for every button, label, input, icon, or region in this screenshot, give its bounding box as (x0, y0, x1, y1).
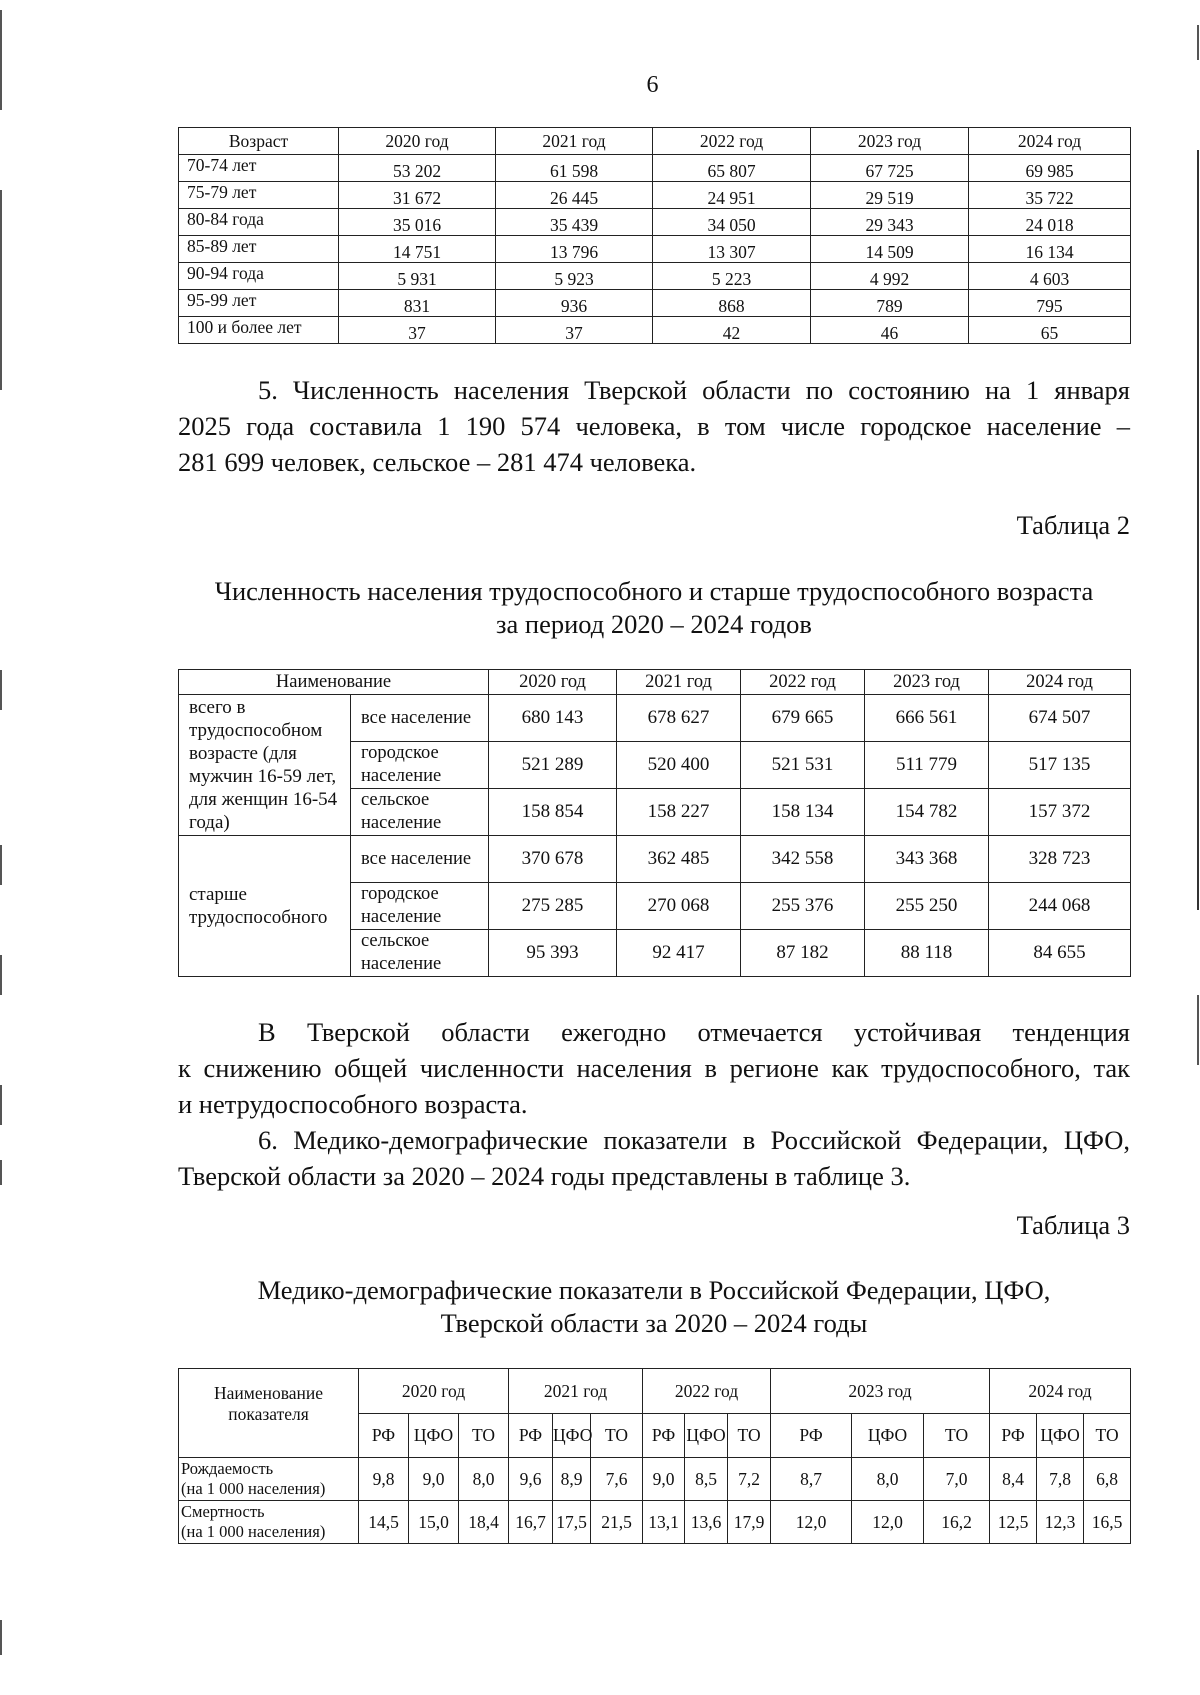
cell-value: 5 923 (496, 263, 653, 290)
cell-value: 37 (496, 317, 653, 344)
cell-value: 16 134 (969, 236, 1131, 263)
subgroup-label: сельское население (351, 930, 489, 977)
cell-value: 9,0 (409, 1458, 459, 1501)
cell-value: 15,0 (409, 1501, 459, 1544)
cell-value: 17,9 (728, 1501, 771, 1544)
table2-caption: Таблица 2 (1016, 510, 1130, 540)
cell-value: 7,6 (591, 1458, 643, 1501)
cell-value: 37 (339, 317, 496, 344)
working-age-population-table (178, 669, 1131, 977)
table-row (179, 236, 1131, 263)
cell-value: 13 796 (496, 236, 653, 263)
cell-value: 270 068 (617, 883, 741, 930)
paragraph-trend (178, 1014, 1130, 1122)
cell-value: 520 400 (617, 742, 741, 789)
text-line: и нетрудоспособного возраста. (178, 1089, 528, 1119)
scan-edge-left (0, 955, 2, 995)
table-row (179, 1501, 1131, 1544)
year-header: 2024 год (990, 1369, 1131, 1414)
cell-value: 61 598 (496, 155, 653, 182)
column-header: 2021 год (496, 128, 653, 155)
scan-edge-left (0, 1620, 2, 1655)
region-header: ЦФО (553, 1414, 591, 1458)
region-header: ТО (1084, 1414, 1131, 1458)
indicator-name: Рождаемость (181, 1459, 274, 1478)
cell-value: 16,5 (1084, 1501, 1131, 1544)
cell-value: 87 182 (741, 930, 865, 977)
cell-value: 35 722 (969, 182, 1131, 209)
cell-value: 14,5 (359, 1501, 409, 1544)
cell-value: 8,7 (771, 1458, 852, 1501)
region-header: РФ (359, 1414, 409, 1458)
group-label: всего в трудоспособном возрасте (для мужчин 16-59 лет, для женщин 16-54 года) (179, 695, 351, 836)
region-header: ТО (591, 1414, 643, 1458)
indicator-name-header: Наименование показателя (179, 1369, 359, 1458)
text-line: В Тверской области ежегодно отмечается устойчивая тенденция (258, 1017, 1130, 1047)
cell-value: 795 (969, 290, 1131, 317)
row-label: 75-79 лет (179, 182, 339, 209)
cell-value: 92 417 (617, 930, 741, 977)
region-header: РФ (990, 1414, 1037, 1458)
text-line: 5. Численность населения Тверской области по состоянию на 1 января (258, 375, 1130, 405)
title-line: за период 2020 – 2024 годов (496, 609, 812, 639)
paragraph-indicators (178, 1122, 1130, 1194)
cell-value: 8,5 (685, 1458, 728, 1501)
cell-value: 511 779 (865, 742, 989, 789)
cell-value: 517 135 (989, 742, 1131, 789)
table-row (179, 155, 1131, 182)
cell-value: 8,0 (852, 1458, 924, 1501)
cell-value: 12,0 (771, 1501, 852, 1544)
cell-value: 342 558 (741, 836, 865, 883)
cell-value: 521 289 (489, 742, 617, 789)
cell-value: 31 672 (339, 182, 496, 209)
cell-value: 5 931 (339, 263, 496, 290)
cell-value: 7,8 (1037, 1458, 1084, 1501)
cell-value: 29 519 (811, 182, 969, 209)
cell-value: 12,0 (852, 1501, 924, 1544)
region-header: ТО (924, 1414, 990, 1458)
cell-value: 9,8 (359, 1458, 409, 1501)
region-header: ЦФО (409, 1414, 459, 1458)
scan-edge-right (1197, 995, 1199, 1065)
row-label: 70-74 лет (179, 155, 339, 182)
table-header-row (179, 128, 1131, 155)
age-population-table (178, 127, 1131, 344)
cell-value: 7,2 (728, 1458, 771, 1501)
cell-value: 84 655 (989, 930, 1131, 977)
cell-value: 674 507 (989, 695, 1131, 742)
cell-value: 24 018 (969, 209, 1131, 236)
year-header: 2021 год (509, 1369, 643, 1414)
title-line: Тверской области за 2020 – 2024 годы (440, 1308, 868, 1338)
cell-value: 868 (653, 290, 811, 317)
cell-value: 35 439 (496, 209, 653, 236)
scan-edge-right (1197, 25, 1199, 60)
cell-value: 42 (653, 317, 811, 344)
cell-value: 9,6 (509, 1458, 553, 1501)
cell-value: 69 985 (969, 155, 1131, 182)
cell-value: 65 807 (653, 155, 811, 182)
column-header: 2021 год (617, 670, 741, 695)
indicator-label (179, 1501, 359, 1544)
cell-value: 666 561 (865, 695, 989, 742)
subgroup-label: городское население (351, 883, 489, 930)
cell-value: 35 016 (339, 209, 496, 236)
text-line: 2025 года составила 1 190 574 человека, в том числе городское население – (178, 411, 1130, 441)
cell-value: 158 854 (489, 789, 617, 836)
cell-value: 5 223 (653, 263, 811, 290)
column-header: 2024 год (969, 128, 1131, 155)
subgroup-label: сельское население (351, 789, 489, 836)
year-header: 2023 год (771, 1369, 990, 1414)
row-label: 95-99 лет (179, 290, 339, 317)
cell-value: 8,4 (990, 1458, 1037, 1501)
cell-value: 157 372 (989, 789, 1131, 836)
cell-value: 13,1 (643, 1501, 685, 1544)
cell-value: 362 485 (617, 836, 741, 883)
cell-value: 13,6 (685, 1501, 728, 1544)
column-header: 2020 год (489, 670, 617, 695)
group-label: старше трудоспособного (179, 836, 351, 977)
cell-value: 95 393 (489, 930, 617, 977)
cell-value: 370 678 (489, 836, 617, 883)
cell-value: 24 951 (653, 182, 811, 209)
cell-value: 12,5 (990, 1501, 1037, 1544)
subgroup-label: все население (351, 836, 489, 883)
column-header: 2023 год (811, 128, 969, 155)
cell-value: 13 307 (653, 236, 811, 263)
text-line: 281 699 человек, сельское – 281 474 человека. (178, 447, 697, 477)
cell-value: 9,0 (643, 1458, 685, 1501)
title-line: Численность населения трудоспособного и старше трудоспособного возраста (214, 576, 1094, 606)
cell-value: 46 (811, 317, 969, 344)
cell-value: 16,2 (924, 1501, 990, 1544)
region-header: ТО (459, 1414, 509, 1458)
cell-value: 34 050 (653, 209, 811, 236)
cell-value: 154 782 (865, 789, 989, 836)
row-label: 90-94 года (179, 263, 339, 290)
cell-value: 21,5 (591, 1501, 643, 1544)
subgroup-label: городское население (351, 742, 489, 789)
cell-value: 4 992 (811, 263, 969, 290)
scan-edge-left (0, 1160, 2, 1185)
cell-value: 328 723 (989, 836, 1131, 883)
paragraph-population-total (178, 372, 1130, 480)
scan-edge-left (0, 845, 2, 885)
cell-value: 255 376 (741, 883, 865, 930)
cell-value: 831 (339, 290, 496, 317)
text-line: Тверской области за 2020 – 2024 годы представлены в таблице 3. (178, 1161, 911, 1191)
indicator-unit: (на 1 000 населения) (181, 1522, 326, 1541)
cell-value: 26 445 (496, 182, 653, 209)
region-header: ТО (728, 1414, 771, 1458)
cell-value: 88 118 (865, 930, 989, 977)
cell-value: 18,4 (459, 1501, 509, 1544)
table-row (179, 317, 1131, 344)
scan-edge-left (0, 1085, 2, 1125)
cell-value: 53 202 (339, 155, 496, 182)
cell-value: 14 751 (339, 236, 496, 263)
column-header: 2020 год (339, 128, 496, 155)
cell-value: 8,9 (553, 1458, 591, 1501)
year-header: 2022 год (643, 1369, 771, 1414)
region-header: РФ (771, 1414, 852, 1458)
text-line: к снижению общей численности населения в регионе как трудоспособного, так (178, 1053, 1130, 1083)
column-header: Возраст (179, 128, 339, 155)
region-header: ЦФО (1037, 1414, 1084, 1458)
table-row (179, 209, 1131, 236)
region-header: РФ (643, 1414, 685, 1458)
indicator-name: Смертность (181, 1502, 265, 1521)
column-header: 2022 год (653, 128, 811, 155)
table-row (179, 263, 1131, 290)
cell-value: 936 (496, 290, 653, 317)
table-row (179, 836, 1131, 883)
table-row (179, 1458, 1131, 1501)
cell-value: 4 603 (969, 263, 1131, 290)
cell-value: 680 143 (489, 695, 617, 742)
text-line: 6. Медико-демографические показатели в Российской Федерации, ЦФО, (258, 1125, 1130, 1155)
cell-value: 14 509 (811, 236, 969, 263)
table2-title (160, 575, 1148, 641)
row-label: 85-89 лет (179, 236, 339, 263)
indicator-label (179, 1458, 359, 1501)
cell-value: 65 (969, 317, 1131, 344)
scan-edge-left (0, 190, 2, 390)
table-row (179, 695, 1131, 742)
row-label: 80-84 года (179, 209, 339, 236)
cell-value: 16,7 (509, 1501, 553, 1544)
column-header: 2023 год (865, 670, 989, 695)
cell-value: 275 285 (489, 883, 617, 930)
cell-value: 6,8 (1084, 1458, 1131, 1501)
scan-edge-left (0, 670, 2, 710)
cell-value: 244 068 (989, 883, 1131, 930)
region-header: ЦФО (852, 1414, 924, 1458)
table-header-row (179, 670, 1131, 695)
subgroup-label: все население (351, 695, 489, 742)
region-header: РФ (509, 1414, 553, 1458)
medical-demographic-table (178, 1368, 1131, 1544)
table3-caption: Таблица 3 (1016, 1210, 1130, 1240)
scan-edge-right (1197, 150, 1199, 910)
table-row (179, 182, 1131, 209)
title-line: Медико-демографические показатели в Российской Федерации, ЦФО, (257, 1275, 1051, 1305)
cell-value: 158 227 (617, 789, 741, 836)
cell-value: 255 250 (865, 883, 989, 930)
cell-value: 17,5 (553, 1501, 591, 1544)
region-header: ЦФО (685, 1414, 728, 1458)
page-number: 6 (646, 72, 659, 98)
year-header: 2020 год (359, 1369, 509, 1414)
column-header: Наименование (179, 670, 489, 695)
cell-value: 8,0 (459, 1458, 509, 1501)
table3-title (178, 1274, 1130, 1340)
cell-value: 521 531 (741, 742, 865, 789)
cell-value: 678 627 (617, 695, 741, 742)
table-row (179, 290, 1131, 317)
column-header: 2022 год (741, 670, 865, 695)
cell-value: 12,3 (1037, 1501, 1084, 1544)
cell-value: 29 343 (811, 209, 969, 236)
cell-value: 343 368 (865, 836, 989, 883)
cell-value: 158 134 (741, 789, 865, 836)
cell-value: 789 (811, 290, 969, 317)
row-label: 100 и более лет (179, 317, 339, 344)
column-header: 2024 год (989, 670, 1131, 695)
year-header-row (179, 1369, 1131, 1414)
indicator-unit: (на 1 000 населения) (181, 1479, 326, 1498)
cell-value: 679 665 (741, 695, 865, 742)
cell-value: 7,0 (924, 1458, 990, 1501)
cell-value: 67 725 (811, 155, 969, 182)
